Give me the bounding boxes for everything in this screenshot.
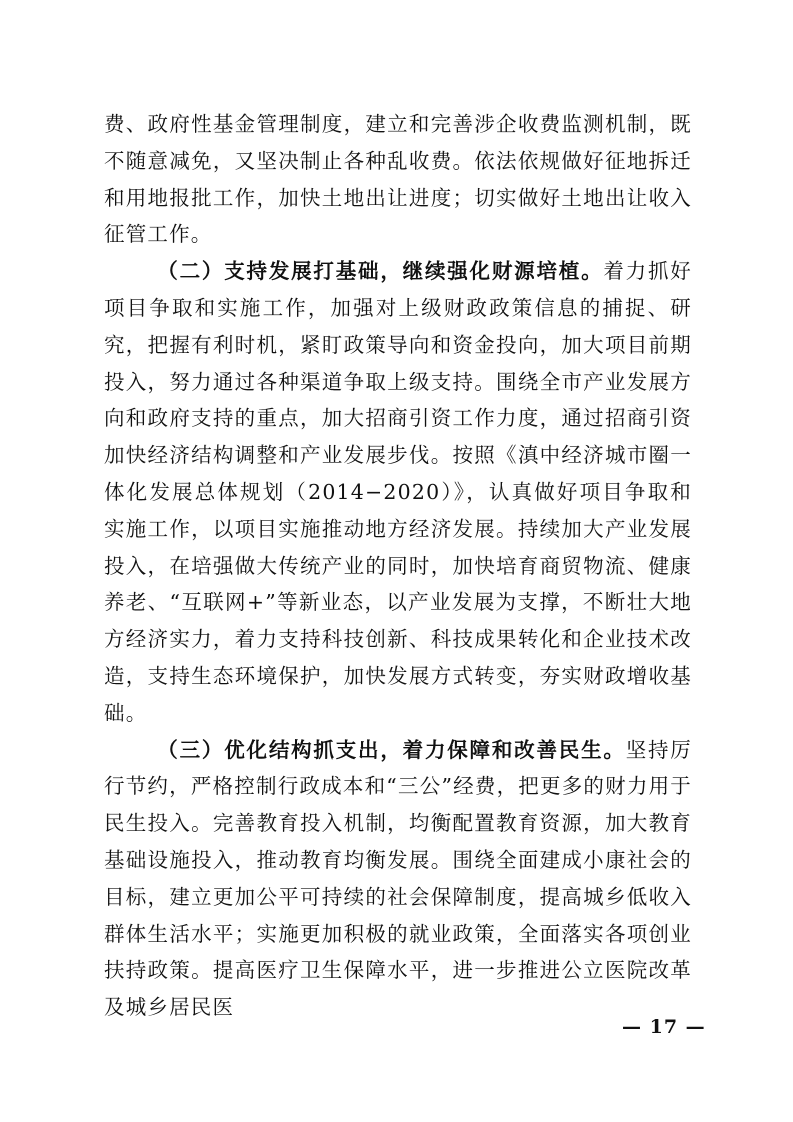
- paragraph-1-text: 费、政府性基金管理制度，建立和完善涉企收费监测机制，既不随意减免，又坚决制止各种乱收费。依法依规做好征地拆迁和用地报批工作，加快土地出让进度；切实做好土地出让收入征管工作。: [104, 112, 692, 247]
- paragraph-2-text: 着力抓好项目争取和实施工作，加强对上级财政政策信息的捕捉、研究，把握有利时机，紧盯政策导向和资金投向，加大项目前期投入，努力通过各种渠道争取上级支持。围绕全市产业发展方向和政府支持的重点，加大招商引资工作力度，通过招商引资加快经济结构调整和产业发展步伐。按照《滇中经济城市圈一体化发展总体规划（2014−2020）》，认真做好项目争取和实施工作，以项目实施推动地方经济发展。持续加大产业发展投入，在培强做大传统产业的同时，加快培育商贸物流、健康养老、“互联网+”等新业态，以产业发展为支撑，不断壮大地方经济实力，着力支持科技创新、科技成果转化和企业技术改造，支持生态环境保护，加快发展方式转变，夯实财政增收基础。: [104, 259, 692, 725]
- document-page: [104, 106, 692, 1026]
- page-number: — 17 —: [622, 1016, 706, 1038]
- section-heading-2: （二）支持发展打基础，继续强化财源培植。: [157, 259, 604, 284]
- paragraph-3: [104, 732, 692, 1026]
- section-heading-3: （三）优化结构抓支出，着力保障和改善民生。: [157, 737, 626, 762]
- paragraph-1: [104, 106, 692, 253]
- paragraph-3-text: 坚持厉行节约，严格控制行政成本和“三公”经费，把更多的财力用于民生投入。完善教育投入机制，均衡配置教育资源，加大教育基础设施投入，推动教育均衡发展。围绕全面建成小康社会的目标，建立更加公平可持续的社会保障制度，提高城乡低收入群体生活水平；实施更加积极的就业政策，全面落实各项创业扶持政策。提高医疗卫生保障水平，进一步推进公立医院改革及城乡居民医: [104, 737, 692, 1020]
- paragraph-2: [104, 253, 692, 731]
